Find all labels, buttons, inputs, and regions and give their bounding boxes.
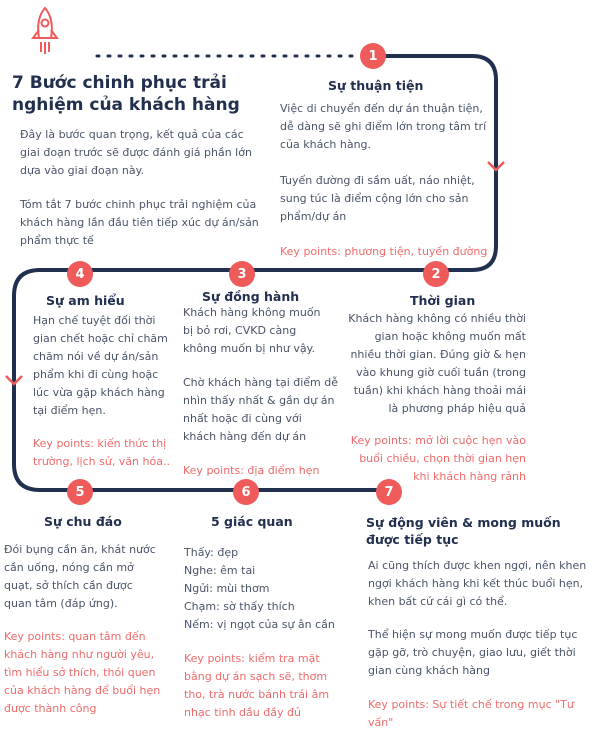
step-7-body-1: Ai cũng thích được khen ngợi, nên khen ngợi khách hàng khi kết thúc buổi hẹn, khen bất cứ cái gì có thể. — [368, 559, 587, 608]
step-badge-6: 6 — [233, 479, 259, 505]
step-badge-1: 1 — [360, 43, 386, 69]
step-6-senses — [184, 544, 344, 634]
sense-item: Nghe: êm tai — [184, 564, 256, 577]
step-3-title: Sự đồng hành — [202, 289, 300, 304]
step-6-key-points: Key points: kiểm tra mặt bằng dự án sạch sẽ, thơm tho, trà nước bánh trái âm nhạc tinh dầu đầy đủ — [184, 652, 330, 719]
step-badge-4: 4 — [67, 261, 93, 287]
step-1-body-2: Tuyến đường đi sầm uất, náo nhiệt, sung túc là điểm cộng lớn cho sản phẩm/dự án — [280, 174, 475, 223]
step-7-body-2: Thể hiện sự mong muốn được tiếp tục gặp gỡ, trò chuyện, giao lưu, giết thời gian cùng khách hàng — [368, 628, 578, 677]
step-2-key-points: Key points: mở lời cuộc hẹn vào buổi chiều, chọn thời gian hẹn khi khách hàng rảnh — [350, 434, 526, 483]
sense-item: Nếm: vị ngọt của sự ân cần — [184, 618, 335, 631]
step-5-key-points: Key points: quan tâm đến khách hàng như người yêu, tìm hiểu sở thích, thói quen của khách hàng để buổi hẹn được thành công — [4, 630, 161, 715]
intro-paragraph-1: Đây là bước quan trọng, kết quả của các giai đoạn trước sẽ được đánh giá phần lớn dựa vào giai đoạn này. — [20, 128, 252, 177]
step-1-title: Sự thuận tiện — [328, 78, 424, 93]
step-badge-3: 3 — [229, 261, 255, 287]
step-1-key-points: Key points: phương tiện, tuyến đường — [280, 245, 488, 258]
step-4-body: Hạn chế tuyệt đối thời gian chết hoặc chỉ chăm chăm nói về dự án/sản phẩm khi đi cùng hoặc lúc vừa gặp khách hàng tại điểm hẹn. — [33, 314, 168, 417]
rocket-icon — [28, 6, 62, 56]
step-3-body-2: Chờ khách hàng tại điểm dễ nhìn thấy nhất & gần dự án nhất hoặc đi cùng với khách hàng đến dự án — [183, 376, 339, 443]
step-2-title: Thời gian — [410, 293, 476, 308]
step-7-title: Sự động viên & mong muốn được tiếp tục — [366, 515, 561, 547]
step-2-body: Khách hàng không có nhiều thời gian hoặc không muốn mất nhiều thời gian. Đúng giờ & hẹn vào khung giờ cuối tuần (trong tuần) khi khách hàng thoải mái là phương pháp hiệu quả — [348, 312, 526, 415]
step-badge-2: 2 — [423, 261, 449, 287]
sense-item: Thấy: đẹp — [184, 546, 239, 559]
step-5-body: Đói bụng cần ăn, khát nước cần uống, nóng cần mở quạt, sở thích cần được quan tâm (đáp ứng). — [4, 543, 156, 610]
step-6-title: 5 giác quan — [211, 514, 293, 529]
step-1-body-1: Việc di chuyển đến dự án thuận tiện, dễ dàng sẽ ghi điểm lớn trong tâm trí của khách hàng. — [280, 102, 487, 151]
page-title: 7 Bước chinh phục trải nghiệm của khách hàng — [12, 73, 240, 115]
step-badge-7: 7 — [376, 479, 402, 505]
sense-item: Chạm: sờ thấy thích — [184, 600, 295, 613]
step-3-body-1: Khách hàng không muốn bị bỏ rơi, CVKD càng không muốn bị như vậy. — [183, 306, 321, 355]
step-7-key-points: Key points: Sự tiết chế trong mục "Tư vấn" — [368, 698, 574, 729]
sense-item: Ngửi: mùi thơm — [184, 582, 270, 595]
step-3-key-points: Key points: địa điểm hẹn — [183, 464, 320, 477]
step-4-title: Sự am hiểu — [46, 293, 125, 308]
intro-paragraph-2: Tóm tắt 7 bước chinh phục trải nghiệm của khách hàng lần đầu tiên tiếp xúc dự án/sản phẩm thực tế — [20, 198, 259, 247]
step-5-title: Sự chu đáo — [44, 514, 122, 529]
step-4-key-points: Key points: kiến thức thị trường, lịch sử, văn hóa.. — [33, 437, 170, 468]
step-badge-5: 5 — [67, 479, 93, 505]
